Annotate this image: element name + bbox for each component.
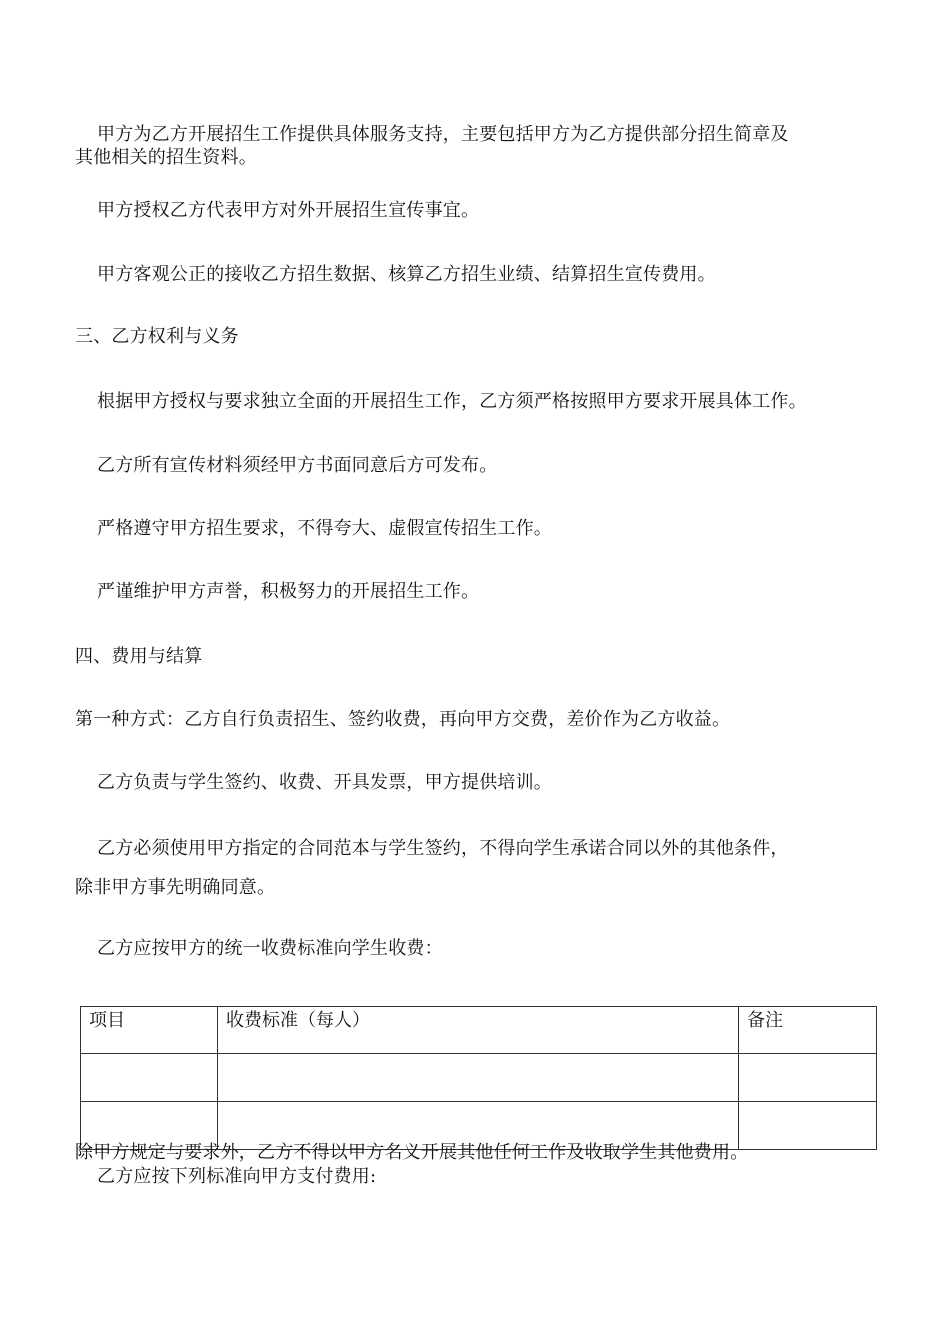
paragraph-party-b-duty-4: 严谨维护甲方声誉，积极努力的开展招生工作。 [97, 581, 480, 602]
paragraph-contract-template-line1: 乙方必须使用甲方指定的合同范本与学生签约，不得向学生承诺合同以外的其他条件， [97, 838, 789, 859]
paragraph-party-b-duty-2: 乙方所有宣传材料须经甲方书面同意后方可发布。 [97, 455, 498, 476]
paragraph-fee-standard: 乙方应按甲方的统一收费标准向学生收费： [97, 938, 443, 959]
table-row [81, 1054, 877, 1102]
table-header-row [81, 1007, 877, 1054]
table-cell [218, 1054, 739, 1102]
paragraph-authorization: 甲方授权乙方代表甲方对外开展招生宣传事宜。 [97, 200, 480, 221]
fee-standard-table [80, 1006, 877, 1150]
section-heading-party-b-rights: 三、乙方权利与义务 [75, 326, 239, 347]
table-cell [81, 1054, 218, 1102]
table-header-remarks: 备注 [739, 1007, 877, 1054]
table-cell [739, 1054, 877, 1102]
table-header-item: 项目 [81, 1007, 218, 1054]
paragraph-contract-template-line2: 除非甲方事先明确同意。 [75, 877, 276, 898]
paragraph-settlement: 甲方客观公正的接收乙方招生数据、核算乙方招生业绩、结算招生宣传费用。 [97, 264, 716, 285]
paragraph-payment-standard: 乙方应按下列标准向甲方支付费用: [97, 1166, 377, 1187]
paragraph-service-support-line1: 甲方为乙方开展招生工作提供具体服务支持，主要包括甲方为乙方提供部分招生简章及 [97, 124, 789, 145]
paragraph-party-b-duty-3: 严格遵守甲方招生要求，不得夸大、虚假宣传招生工作。 [97, 518, 552, 539]
paragraph-no-other-fees: 除甲方规定与要求外，乙方不得以甲方名义开展其他任何工作及收取学生其他费用。 [75, 1142, 749, 1163]
section-heading-fees: 四、费用与结算 [75, 646, 203, 667]
paragraph-method-1: 第一种方式：乙方自行负责招生、签约收费，再向甲方交费，差价作为乙方收益。 [75, 709, 731, 730]
table-cell [739, 1102, 877, 1150]
paragraph-party-b-duty-1: 根据甲方授权与要求独立全面的开展招生工作，乙方须严格按照甲方要求开展具体工作。 [97, 391, 807, 412]
paragraph-party-b-responsibility: 乙方负责与学生签约、收费、开具发票，甲方提供培训。 [97, 772, 552, 793]
paragraph-service-support-line2: 其他相关的招生资料。 [75, 147, 257, 168]
table-header-fee-standard: 收费标准（每人） [218, 1007, 739, 1054]
